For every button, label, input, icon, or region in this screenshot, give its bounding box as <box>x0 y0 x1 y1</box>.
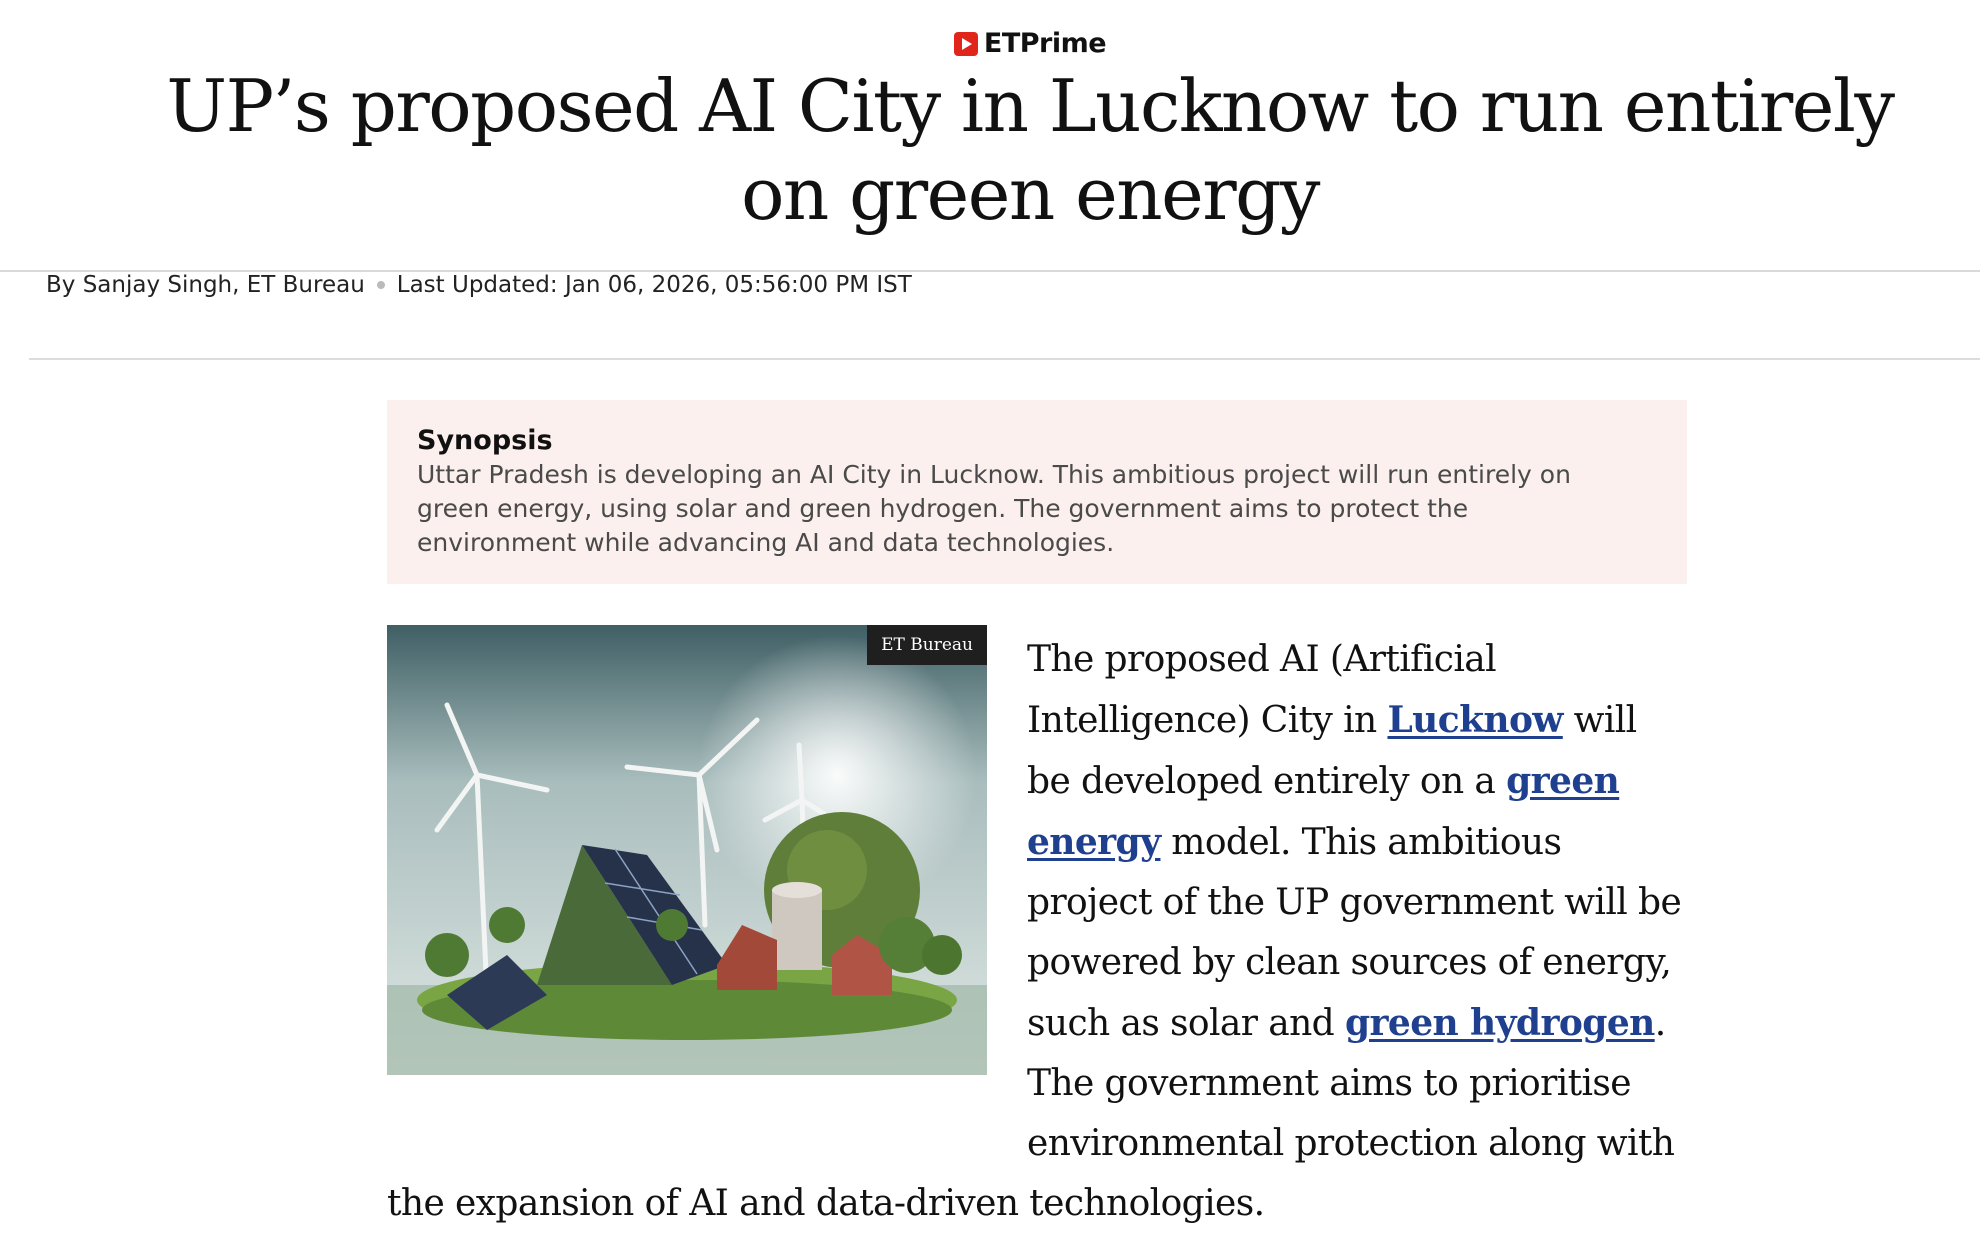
article-body <box>387 630 1687 1234</box>
separator-dot <box>377 281 385 289</box>
play-icon <box>954 32 978 56</box>
body-text-segment: The proposed AI (Artificial Intelligence) City in <box>1027 639 1497 741</box>
link-green-energy[interactable]: green energy <box>1027 760 1620 863</box>
brand-logo[interactable] <box>0 28 1980 59</box>
image-spacer <box>387 630 1027 1160</box>
article-headline: UP’s proposed AI City in Lucknow to run entirely on green energy <box>166 64 1894 236</box>
link-green-hydrogen[interactable]: green hydrogen <box>1344 1002 1655 1044</box>
body-text-segment: model. This ambitious project of the UP government will be powered by clean sources of energy, such as solar and <box>1027 822 1682 1044</box>
image-credit: ET Bureau <box>867 625 987 665</box>
byline <box>46 272 912 298</box>
link-lucknow[interactable]: Lucknow <box>1387 699 1563 741</box>
body-text-segment: . The government aims to prioritise environmental protection along with the expansion of AI and data-driven technologies. <box>387 1003 1675 1224</box>
divider <box>29 358 1980 360</box>
last-updated: Last Updated: Jan 06, 2026, 05:56:00 PM IST <box>396 272 912 298</box>
body-text-segment: will be developed entirely on a <box>1027 700 1637 802</box>
brand-name: ETPrime <box>983 28 1107 59</box>
synopsis-text: Uttar Pradesh is developing an AI City in Lucknow. This ambitious project will run entirely on green energy, using solar and green hydrogen. The government aims to protect the environment while advancing AI and data technologies. <box>417 460 1571 557</box>
author-byline[interactable]: By Sanjay Singh, ET Bureau <box>46 272 365 298</box>
synopsis-title: Synopsis <box>417 425 553 456</box>
synopsis-box <box>387 400 1687 584</box>
